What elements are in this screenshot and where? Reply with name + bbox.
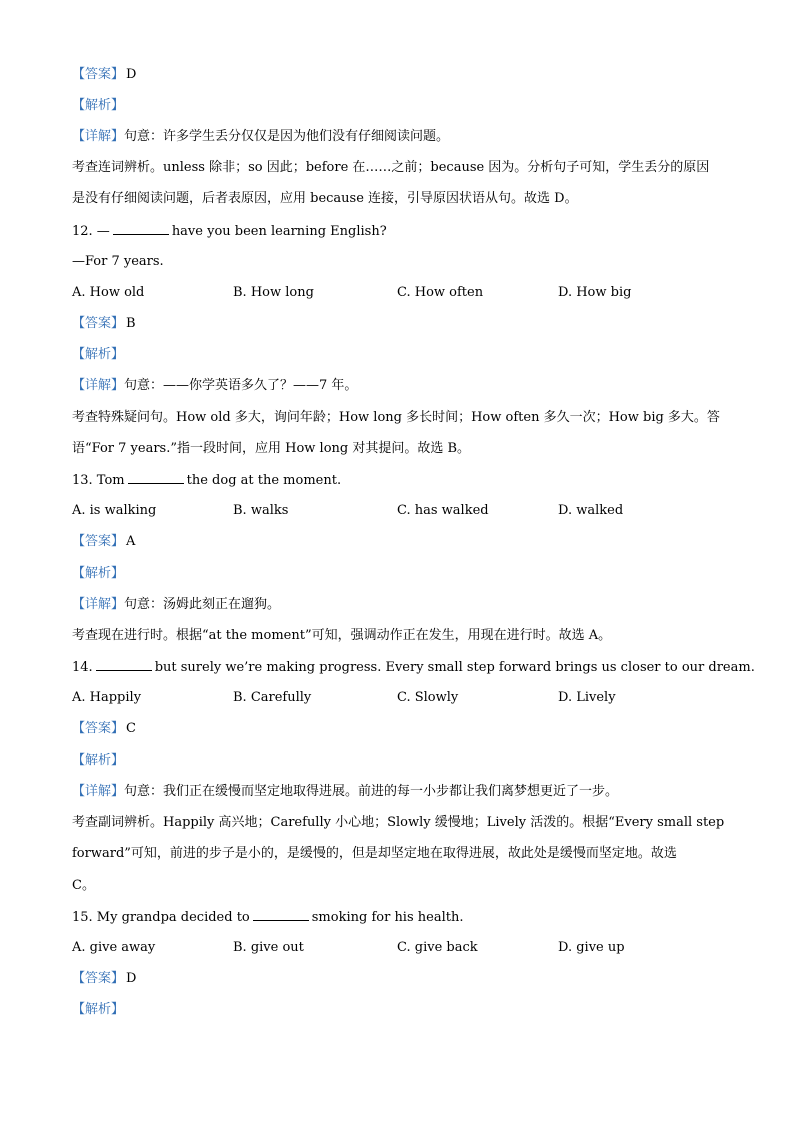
stem-prefix: 14. — [72, 660, 93, 675]
analysis-label: 【解析】 — [72, 566, 125, 581]
stem-suffix: smoking for his health. — [311, 910, 464, 925]
answer-label: 【答案】 — [72, 971, 125, 986]
analysis-label: 【解析】 — [72, 347, 125, 362]
detail-text: 句意：我们正在缓慢而坚定地取得进展。前进的每一小步都让我们离梦想更近了一步。 — [124, 784, 619, 799]
analysis-line-q13 — [72, 565, 724, 583]
answer-value: B — [126, 316, 136, 331]
option-b: B. How long — [233, 285, 314, 300]
stem-prefix: 13. Tom — [72, 473, 125, 488]
answer-value: D — [126, 67, 137, 82]
stem-suffix: have you been learning English? — [171, 224, 387, 239]
answer-blank — [96, 658, 152, 671]
answer-label: 【答案】 — [72, 316, 125, 331]
option-c: C. How often — [397, 285, 484, 300]
explanation-line: 是没有仔细阅读问题，后者表原因，应用 because 连接，引导原因状语从句。故选 D。 — [72, 191, 578, 206]
answer-blank — [113, 222, 169, 235]
explanation-line: 考查现在进行时。根据“at the moment”可知，强调动作正在发生，用现在进行时。故选 A。 — [72, 628, 612, 643]
option-d: D. Lively — [558, 690, 616, 705]
answer-value: A — [126, 534, 136, 549]
explanation-line: C。 — [72, 878, 95, 893]
analysis-label: 【解析】 — [72, 98, 125, 113]
analysis-line-q15 — [72, 1001, 724, 1019]
detail-text: 句意：许多学生丢分仅仅是因为他们没有仔细阅读问题。 — [124, 129, 450, 144]
option-d: D. How big — [558, 285, 632, 300]
option-d: D. walked — [558, 503, 624, 518]
stem-prefix: 12. — — [72, 224, 110, 239]
explanation-line: 考查特殊疑问句。How old 多大，询问年龄；How long 多长时间；How often 多久一次；How big 多大。答 — [72, 410, 720, 425]
answer-blank — [253, 908, 309, 921]
answer-label: 【答案】 — [72, 721, 125, 736]
detail-label: 【详解】 — [72, 597, 125, 612]
analysis-label: 【解析】 — [72, 1002, 125, 1017]
option-b: B. walks — [233, 503, 289, 518]
detail-line-q12 — [72, 377, 724, 395]
question-stem-q15 — [72, 908, 724, 927]
answer-value: C — [126, 721, 136, 736]
option-a: A. is walking — [72, 503, 157, 518]
dialogue-reply: —For 7 years. — [72, 254, 164, 269]
analysis-line-q14 — [72, 752, 724, 770]
explanation-line: forward”可知，前进的步子是小的，是缓慢的，但是却坚定地在取得进展，故此处是缓慢而坚定地。故选 — [72, 846, 677, 861]
answer-line-q12 — [72, 315, 724, 333]
option-d: D. give up — [558, 940, 625, 955]
answer-line-q11 — [72, 66, 724, 84]
answer-label: 【答案】 — [72, 534, 125, 549]
option-c: C. has walked — [397, 503, 489, 518]
detail-line-q13 — [72, 596, 724, 614]
detail-line-q11 — [72, 128, 724, 146]
option-a: A. How old — [72, 285, 145, 300]
question-stem-q14 — [72, 658, 755, 677]
analysis-line-q11 — [72, 97, 724, 115]
answer-line-q13 — [72, 533, 724, 551]
answer-label: 【答案】 — [72, 67, 125, 82]
question-stem-q13 — [72, 471, 724, 490]
question-stem-q12 — [72, 222, 724, 241]
answer-line-q15 — [72, 970, 724, 988]
option-b: B. Carefully — [233, 690, 312, 705]
detail-text: 句意：汤姆此刻正在遛狗。 — [124, 597, 281, 612]
option-a: A. Happily — [72, 690, 142, 705]
explanation-line: 语“For 7 years.”指一段时间，应用 How long 对其提问。故选 B。 — [72, 441, 471, 456]
option-b: B. give out — [233, 940, 304, 955]
detail-label: 【详解】 — [72, 129, 125, 144]
answer-value: D — [126, 971, 137, 986]
option-c: C. Slowly — [397, 690, 459, 705]
stem-prefix: 15. My grandpa decided to — [72, 910, 250, 925]
explanation-line: 考查连词辨析。unless 除非；so 因此；before 在……之前；because 因为。分析句子可知，学生丢分的原因 — [72, 160, 710, 175]
stem-suffix: but surely we’re making progress. Every small step forward brings us closer to our dream. — [154, 660, 755, 675]
answer-line-q14 — [72, 720, 724, 738]
option-c: C. give back — [397, 940, 478, 955]
detail-line-q14 — [72, 783, 724, 801]
answer-blank — [128, 471, 184, 484]
analysis-label: 【解析】 — [72, 753, 125, 768]
analysis-line-q12 — [72, 346, 724, 364]
detail-label: 【详解】 — [72, 784, 125, 799]
option-a: A. give away — [72, 940, 156, 955]
detail-label: 【详解】 — [72, 378, 125, 393]
stem-suffix: the dog at the moment. — [186, 473, 342, 488]
detail-text: 句意：——你学英语多久了？——7 年。 — [124, 378, 358, 393]
explanation-line: 考查副词辨析。Happily 高兴地；Carefully 小心地；Slowly 缓慢地；Lively 活泼的。根据“Every small step — [72, 815, 725, 830]
